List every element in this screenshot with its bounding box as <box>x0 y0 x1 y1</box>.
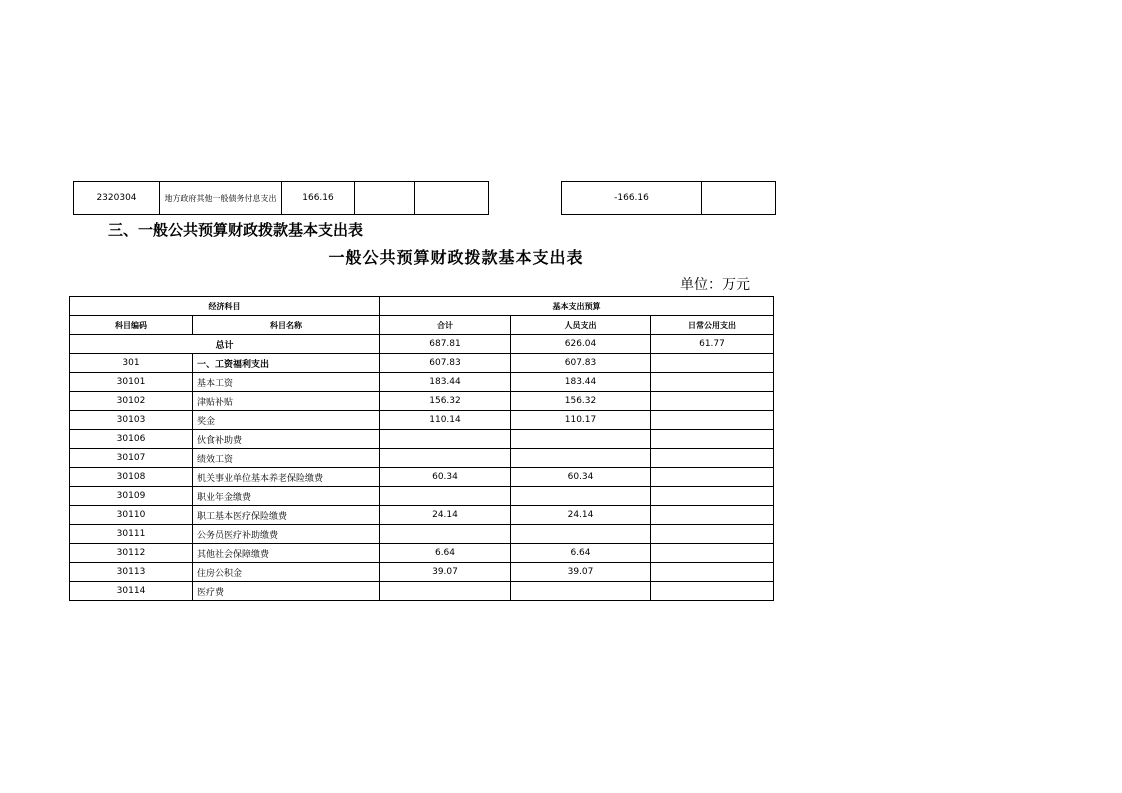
total-cell: 156.32 <box>380 392 511 411</box>
personnel-cell <box>511 430 651 449</box>
name-cell: 伙食补助费 <box>193 430 380 449</box>
personnel-cell: 24.14 <box>511 506 651 525</box>
table-row <box>70 506 774 525</box>
public-cell <box>651 506 774 525</box>
table-row <box>70 354 774 373</box>
name-cell: 奖金 <box>193 411 380 430</box>
table-row <box>70 373 774 392</box>
economic-subject-header: 经济科目 <box>70 297 380 316</box>
total-cell <box>380 582 511 601</box>
empty-cell <box>415 182 489 215</box>
table-row <box>70 487 774 506</box>
code-cell: 30103 <box>70 411 193 430</box>
public-value: 61.77 <box>651 335 774 354</box>
public-cell <box>651 487 774 506</box>
table-row <box>70 582 774 601</box>
public-cell <box>651 430 774 449</box>
public-cell <box>651 525 774 544</box>
personnel-cell: 6.64 <box>511 544 651 563</box>
table-row <box>70 544 774 563</box>
name-cell: 津贴补贴 <box>193 392 380 411</box>
total-label: 总计 <box>70 335 380 354</box>
code-cell: 30102 <box>70 392 193 411</box>
code-cell: 30113 <box>70 563 193 582</box>
unit-label: 单位：万元 <box>680 277 750 293</box>
personnel-cell: 39.07 <box>511 563 651 582</box>
subject-name-cell: 地方政府其他一般债务付息支出 <box>160 182 282 215</box>
basic-budget-header: 基本支出预算 <box>380 297 774 316</box>
header-row-group <box>70 297 774 316</box>
public-cell <box>651 468 774 487</box>
code-cell: 30110 <box>70 506 193 525</box>
public-cell <box>651 563 774 582</box>
section-heading: 三、一般公共预算财政拨款基本支出表 <box>108 221 364 239</box>
personnel-cell: 60.34 <box>511 468 651 487</box>
code-cell: 30101 <box>70 373 193 392</box>
code-cell: 30106 <box>70 430 193 449</box>
total-cell: 607.83 <box>380 354 511 373</box>
public-header: 日常公用支出 <box>651 316 774 335</box>
previous-table-fragment <box>73 181 776 215</box>
empty-cell <box>355 182 415 215</box>
personnel-cell: 110.17 <box>511 411 651 430</box>
table-row <box>70 525 774 544</box>
basic-expenditure-table <box>69 296 774 601</box>
code-cell: 30111 <box>70 525 193 544</box>
personnel-header: 人员支出 <box>511 316 651 335</box>
table-row <box>70 392 774 411</box>
name-header: 科目名称 <box>193 316 380 335</box>
code-cell: 30107 <box>70 449 193 468</box>
public-cell <box>651 411 774 430</box>
amount-cell: 166.16 <box>282 182 355 215</box>
name-cell: 职工基本医疗保险缴费 <box>193 506 380 525</box>
total-cell: 24.14 <box>380 506 511 525</box>
personnel-cell <box>511 582 651 601</box>
total-value: 687.81 <box>380 335 511 354</box>
name-cell: 医疗费 <box>193 582 380 601</box>
code-cell: 30108 <box>70 468 193 487</box>
name-cell: 一、工资福利支出 <box>193 354 380 373</box>
total-cell <box>380 525 511 544</box>
total-row <box>70 335 774 354</box>
name-cell: 住房公积金 <box>193 563 380 582</box>
public-cell <box>651 354 774 373</box>
name-cell: 绩效工资 <box>193 449 380 468</box>
personnel-cell <box>511 525 651 544</box>
personnel-cell: 183.44 <box>511 373 651 392</box>
table-row <box>70 430 774 449</box>
adjustment-cell: -166.16 <box>562 182 702 215</box>
total-cell: 183.44 <box>380 373 511 392</box>
public-cell <box>651 392 774 411</box>
total-cell: 60.34 <box>380 468 511 487</box>
code-cell: 30109 <box>70 487 193 506</box>
total-cell <box>380 487 511 506</box>
code-cell: 301 <box>70 354 193 373</box>
name-cell: 其他社会保障缴费 <box>193 544 380 563</box>
personnel-cell <box>511 487 651 506</box>
table-row <box>70 468 774 487</box>
name-cell: 基本工资 <box>193 373 380 392</box>
public-cell <box>651 544 774 563</box>
public-cell <box>651 373 774 392</box>
code-header: 科目编码 <box>70 316 193 335</box>
total-header: 合计 <box>380 316 511 335</box>
table-row <box>74 182 776 215</box>
table-row <box>70 449 774 468</box>
code-cell: 30114 <box>70 582 193 601</box>
total-cell: 110.14 <box>380 411 511 430</box>
empty-cell <box>702 182 776 215</box>
name-cell: 公务员医疗补助缴费 <box>193 525 380 544</box>
header-row <box>70 316 774 335</box>
personnel-cell: 156.32 <box>511 392 651 411</box>
table-row <box>70 411 774 430</box>
personnel-cell <box>511 449 651 468</box>
table-row <box>70 563 774 582</box>
name-cell: 职业年金缴费 <box>193 487 380 506</box>
public-cell <box>651 582 774 601</box>
subject-code-cell: 2320304 <box>74 182 160 215</box>
personnel-value: 626.04 <box>511 335 651 354</box>
total-cell <box>380 430 511 449</box>
total-cell: 39.07 <box>380 563 511 582</box>
personnel-cell: 607.83 <box>511 354 651 373</box>
table-title: 一般公共预算财政拨款基本支出表 <box>328 248 584 267</box>
total-cell <box>380 449 511 468</box>
empty-cell <box>489 182 562 215</box>
name-cell: 机关事业单位基本养老保险缴费 <box>193 468 380 487</box>
total-cell: 6.64 <box>380 544 511 563</box>
public-cell <box>651 449 774 468</box>
code-cell: 30112 <box>70 544 193 563</box>
